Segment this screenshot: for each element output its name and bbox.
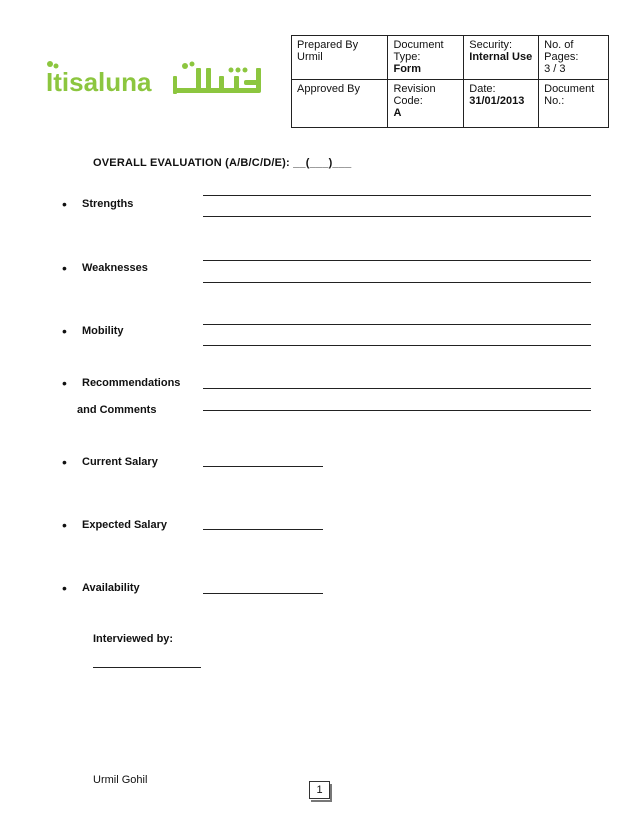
- weaknesses-label: Weaknesses: [82, 262, 148, 274]
- current-salary-line[interactable]: [203, 466, 323, 467]
- bullet-icon: •: [62, 323, 67, 339]
- info-row: [292, 36, 609, 80]
- date-cell: [464, 80, 539, 128]
- document-type-cell: [388, 36, 464, 80]
- date-label: Date:: [469, 83, 496, 95]
- bullet-icon: •: [62, 580, 67, 596]
- document-type-label: Document Type:: [393, 39, 444, 63]
- interviewed-by-label: Interviewed by:: [93, 633, 174, 645]
- availability-label: Availability: [82, 582, 140, 594]
- recommendations-line-1[interactable]: [203, 388, 591, 389]
- page-number: 1: [309, 781, 330, 799]
- document-info-table: [291, 35, 609, 128]
- info-row: [292, 80, 609, 128]
- document-number-cell: [539, 80, 609, 128]
- approved-by-cell: [292, 80, 388, 128]
- approved-by-label: Approved By: [297, 83, 360, 95]
- prepared-by-value: Urmil: [297, 51, 323, 63]
- weaknesses-line-1[interactable]: [203, 260, 591, 261]
- itisaluna-logo: [44, 60, 284, 100]
- availability-line[interactable]: [203, 593, 323, 594]
- recommendations-label: Recommendations: [82, 377, 181, 389]
- revision-code-cell: [388, 80, 464, 128]
- overall-evaluation-heading: OVERALL EVALUATION (A/B/C/D/E): __(___)___: [93, 157, 352, 169]
- prepared-by-label: Prepared By: [297, 39, 359, 51]
- prepared-by-cell: [292, 36, 388, 80]
- bullet-icon: •: [62, 454, 67, 470]
- security-label: Security:: [469, 39, 513, 51]
- mobility-line-2[interactable]: [203, 345, 591, 346]
- bullet-icon: •: [62, 260, 67, 276]
- current-salary-label: Current Salary: [82, 456, 158, 468]
- document-type-value: Form: [393, 63, 421, 75]
- expected-salary-line[interactable]: [203, 529, 323, 530]
- bullet-icon: •: [62, 375, 67, 391]
- mobility-line-1[interactable]: [203, 324, 591, 325]
- revision-code-value: A: [393, 107, 402, 119]
- strengths-line-2[interactable]: [203, 216, 591, 217]
- interviewed-by-line[interactable]: [93, 667, 201, 668]
- bullet-icon: •: [62, 196, 67, 212]
- logo-latin-text: Itisaluna: [46, 67, 152, 97]
- document-number-label: Document No.:: [544, 83, 595, 107]
- strengths-line-1[interactable]: [203, 195, 591, 196]
- security-value: Internal Use: [469, 51, 533, 63]
- bullet-icon: •: [62, 517, 67, 533]
- page-count-label: No. of Pages:: [544, 39, 579, 63]
- footer-author: Urmil Gohil: [93, 774, 148, 786]
- page-count-value: 3 / 3: [544, 63, 566, 75]
- weaknesses-line-2[interactable]: [203, 282, 591, 283]
- expected-salary-label: Expected Salary: [82, 519, 167, 531]
- mobility-label: Mobility: [82, 325, 124, 337]
- recommendations-label-line2: and Comments: [77, 404, 157, 416]
- recommendations-line-2[interactable]: [203, 410, 591, 411]
- strengths-label: Strengths: [82, 198, 134, 210]
- date-value: 31/01/2013: [469, 95, 525, 107]
- security-cell: [464, 36, 539, 80]
- page-count-cell: [539, 36, 609, 80]
- revision-code-label: Revision Code:: [393, 83, 436, 107]
